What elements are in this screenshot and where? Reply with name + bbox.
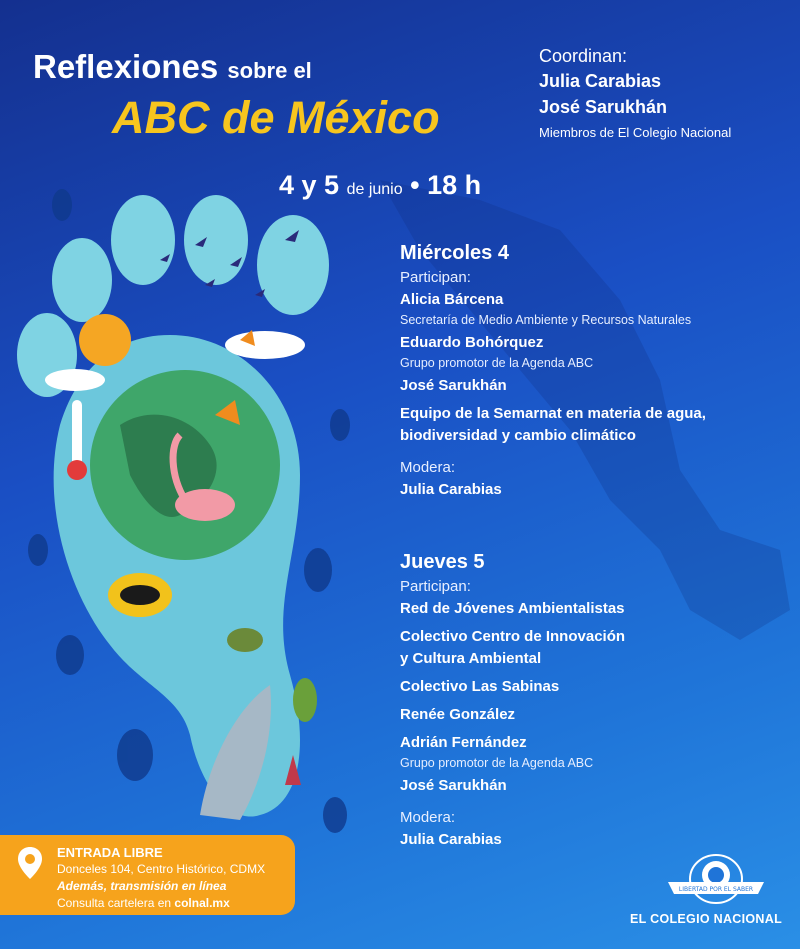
participant-role: Secretaría de Medio Ambiente y Recursos Naturales (400, 313, 692, 327)
event-date: 4 y 5 de junio • 18 h (279, 170, 482, 200)
event-title-line1: Reflexiones sobre el (33, 48, 312, 85)
event-title-line2: ABC de México (112, 92, 440, 143)
participant-name: Adrián Fernández (400, 734, 527, 751)
participant-role: Grupo promotor de la Agenda ABC (400, 356, 594, 370)
entry-stream: Además, transmisión en línea (57, 879, 227, 893)
participant-name: José Sarukhán (400, 777, 507, 794)
coordinator-name: José Sarukhán (539, 97, 668, 117)
participant-name-cont: y Cultura Ambiental (400, 650, 542, 667)
website-link[interactable]: colnal.mx (174, 896, 230, 910)
participant-name: Colectivo Las Sabinas (400, 678, 560, 695)
program-day1 (400, 239, 706, 501)
participant-name: José Sarukhán (400, 377, 507, 394)
day1-moderator-name: Julia Carabias (400, 481, 502, 498)
participant-name-cont: biodiversidad y cambio climático (400, 427, 636, 444)
location-pin-icon (18, 847, 42, 879)
entry-address: Donceles 104, Centro Histórico, CDMX (57, 862, 266, 876)
program-day2 (400, 548, 625, 851)
coordinators-label: Coordinan: (539, 46, 628, 66)
participant-name: Eduardo Bohórquez (400, 334, 544, 351)
coordinators-members: Miembros de El Colegio Nacional (539, 125, 732, 140)
footprint-illustration (0, 175, 360, 835)
participant-name: Red de Jóvenes Ambientalistas (400, 600, 625, 617)
day1-title: Miércoles 4 (400, 242, 509, 264)
day1-participants-label: Participan: (400, 269, 471, 286)
day2-title: Jueves 5 (400, 551, 485, 573)
institution-name: EL COLEGIO NACIONAL (630, 912, 783, 926)
el-colegio-nacional-logo (666, 850, 766, 908)
entry-consult: Consulta cartelera en colnal.mx (57, 896, 230, 910)
day2-moderator-label: Modera: (400, 809, 456, 826)
entry-title: ENTRADA LIBRE (57, 845, 163, 860)
day1-moderator-label: Modera: (400, 459, 456, 476)
entry-info-text (57, 844, 265, 912)
participant-name: Renée González (400, 706, 516, 723)
participant-name: Colectivo Centro de Innovación (400, 628, 626, 645)
coordinators-block (539, 44, 731, 146)
day2-participants-label: Participan: (400, 578, 471, 595)
day2-moderator-name: Julia Carabias (400, 831, 502, 848)
participant-name: Alicia Bárcena (400, 291, 504, 308)
participant-name: Equipo de la Semarnat en materia de agua, (400, 405, 706, 422)
participant-role: Grupo promotor de la Agenda ABC (400, 756, 594, 770)
coordinator-name: Julia Carabias (539, 71, 662, 91)
logo-motto: LIBERTAD POR EL SABER (678, 886, 754, 893)
